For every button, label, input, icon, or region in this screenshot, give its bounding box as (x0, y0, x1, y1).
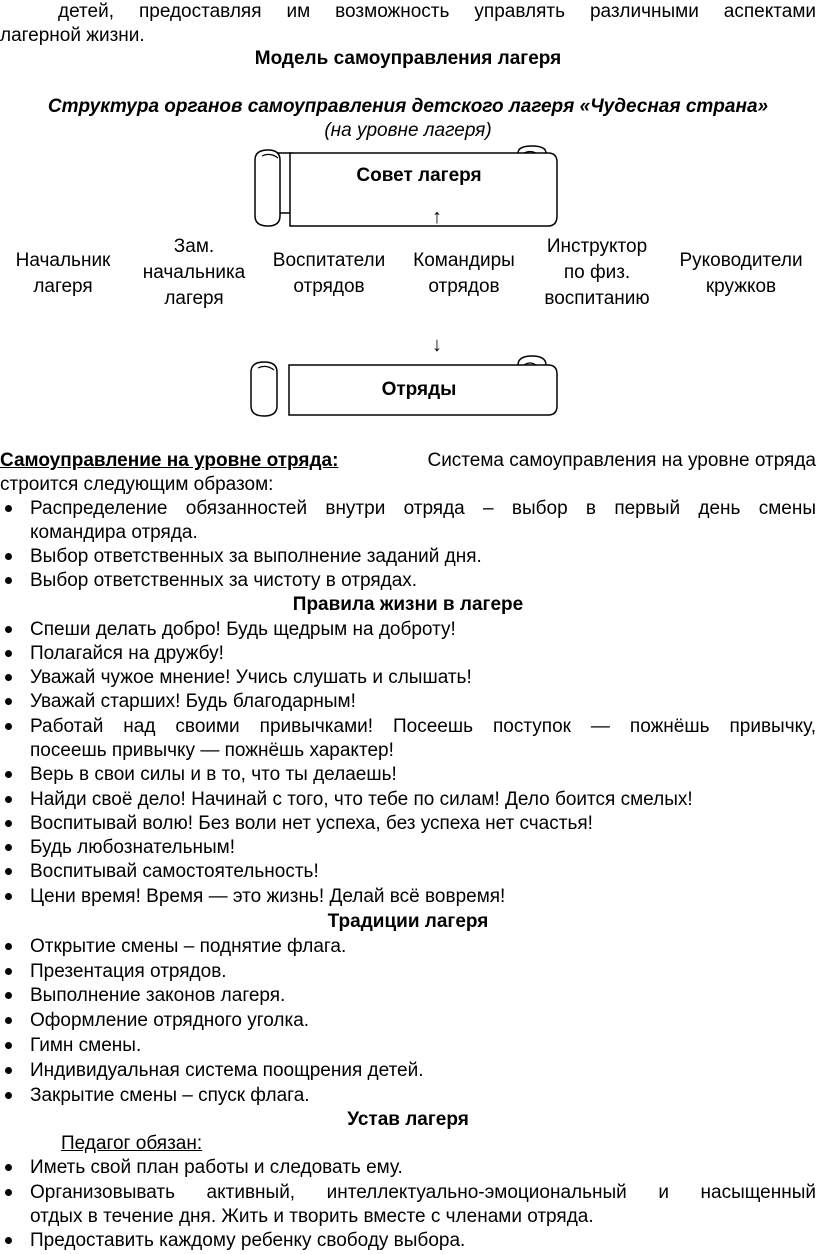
list-item: Найди своё дело! Начинай с того, что тебе по силам! Дело боится смелых! (30, 789, 693, 810)
bullet-icon (4, 1229, 16, 1253)
role-line: Инструктор (546, 236, 648, 257)
role-club-leaders (666, 248, 816, 300)
role-line: Воспитатели (272, 250, 386, 271)
role-line: по физ. (563, 262, 631, 283)
bullet-icon (4, 960, 16, 984)
role-line: начальника (142, 262, 246, 283)
role-deputy-director (126, 234, 262, 312)
role-line: отрядов (428, 276, 500, 297)
list-item: Воспитывай самостоятельность! (30, 861, 319, 882)
list-item-cont: командира отряда. (30, 522, 198, 543)
bullet-icon (4, 1084, 16, 1108)
list-item: Уважай чужое мнение! Учись слушать и слышать! (30, 667, 472, 688)
list-item-cont: посеешь привычку — пожнёшь характер! (30, 740, 394, 761)
list-item: Распределение обязанностей внутри отряда – выбор в первый день смены (30, 498, 816, 519)
list-item: Открытие смены – поднятие флага. (30, 936, 347, 957)
squad-section-text: строится следующим образом: (0, 474, 274, 495)
bullet-icon (4, 788, 16, 812)
bullet-icon (4, 763, 16, 787)
list-item: Организовывать активный, интеллектуально-эмоциональный и насыщенный (30, 1182, 816, 1203)
intro-text-line: лагерной жизни. (0, 25, 145, 46)
list-item: Работай над своими привычками! Посеешь поступок — пожнёшь привычку, (30, 716, 816, 737)
bullet-icon (4, 1034, 16, 1058)
bullet-icon (4, 666, 16, 690)
list-item-cont: отдых в течение дня. Жить и творить вместе с членами отряда. (30, 1206, 594, 1227)
structure-title: Структура органов самоуправления детского лагеря «Чудесная страна» (47, 96, 769, 117)
bullet-icon (4, 935, 16, 959)
list-item: Уважай старших! Будь благодарным! (30, 691, 356, 712)
list-item: Презентация отрядов. (30, 961, 227, 982)
bullet-icon (4, 1059, 16, 1083)
list-item: Индивидуальная система поощрения детей. (30, 1060, 424, 1081)
bullet-icon (4, 812, 16, 836)
role-line: Начальник (15, 250, 111, 271)
role-line: отрядов (293, 276, 365, 297)
bullet-icon (4, 545, 16, 569)
bullet-icon (4, 690, 16, 714)
role-pe-instructor (528, 234, 666, 312)
arrow-down-icon: ↓ (432, 334, 442, 356)
list-item: Воспитывай волю! Без воли нет успеха, без успеха нет счастья! (30, 813, 593, 834)
list-item: Выполнение законов лагеря. (30, 985, 286, 1006)
bullet-icon (4, 618, 16, 642)
list-item: Закрытие смены – спуск флага. (30, 1085, 310, 1106)
list-item: Оформление отрядного уголка. (30, 1010, 310, 1031)
role-line: Руководители (679, 250, 803, 271)
bullet-icon (4, 860, 16, 884)
charter-heading: Устав лагеря (347, 1109, 469, 1130)
bullet-icon (4, 1156, 16, 1180)
traditions-heading: Традиции лагеря (327, 911, 489, 932)
bullet-icon (4, 885, 16, 909)
bullet-icon (4, 836, 16, 860)
squad-section-label: Самоуправление на уровне отряда: (0, 450, 339, 471)
bullet-icon (4, 497, 16, 521)
role-line: лагеря (164, 288, 224, 309)
structure-subtitle: (на уровне лагеря) (324, 120, 492, 141)
intro-text-line: детей, предоставляя им возможность управлять различными аспектами (58, 1, 816, 22)
squad-section-text: Система самоуправления на уровне отряда (427, 450, 816, 471)
model-heading: Модель самоуправления лагеря (254, 48, 562, 69)
list-item: Выбор ответственных за выполнение заданий дня. (30, 546, 482, 567)
role-line: Командиры (413, 250, 515, 271)
list-item: Будь любознательным! (30, 837, 236, 858)
list-item: Верь в свои силы и в то, что ты делаешь! (30, 764, 397, 785)
role-line: кружков (705, 276, 777, 297)
list-item: Гимн смены. (30, 1035, 142, 1056)
arrow-up-icon: ↑ (432, 206, 442, 228)
role-line: лагеря (33, 276, 93, 297)
squads-label: Отряды (381, 379, 457, 400)
role-line: Зам. (173, 236, 215, 257)
list-item: Спеши делать добро! Будь щедрым на доброту! (30, 619, 456, 640)
list-item: Выбор ответственных за чистоту в отрядах. (30, 570, 418, 591)
list-item: Иметь свой план работы и следовать ему. (30, 1157, 403, 1178)
council-label: Совет лагеря (356, 165, 482, 186)
bullet-icon (4, 642, 16, 666)
squad-section-line (0, 449, 816, 473)
charter-subheading: Педагог обязан: (61, 1133, 203, 1154)
rules-heading: Правила жизни в лагере (292, 594, 524, 615)
bullet-icon (4, 1181, 16, 1205)
list-item: Предоставить каждому ребенку свободу выбора. (30, 1230, 466, 1251)
list-item: Полагайся на дружбу! (30, 643, 224, 664)
role-camp-director (0, 248, 126, 300)
role-squad-commanders (400, 248, 528, 300)
bullet-icon (4, 715, 16, 739)
role-line: воспитанию (544, 288, 650, 309)
role-educators (258, 248, 400, 300)
bullet-icon (4, 984, 16, 1008)
list-item: Цени время! Время — это жизнь! Делай всё вовремя! (30, 886, 506, 907)
bullet-icon (4, 569, 16, 593)
bullet-icon (4, 1009, 16, 1033)
